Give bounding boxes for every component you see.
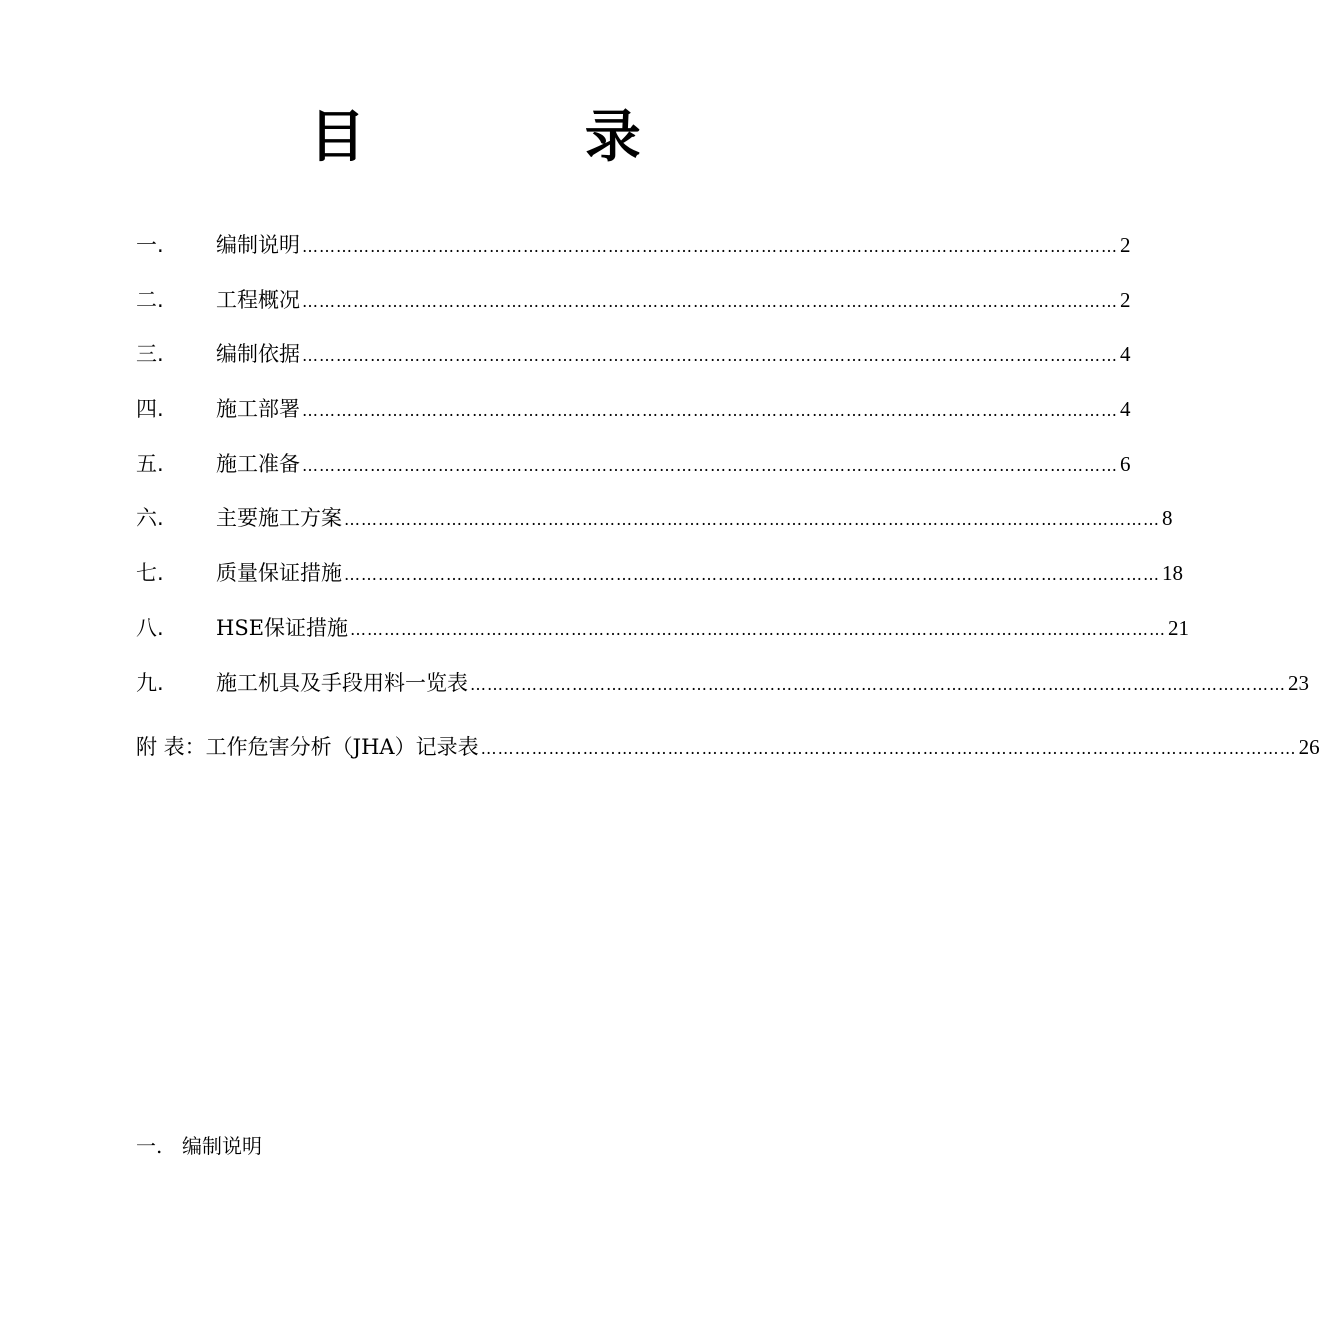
toc-entry[interactable]: [136, 283, 1131, 338]
toc-entry-label: 施工机具及手段用料一览表: [216, 670, 468, 695]
toc-entry[interactable]: [136, 228, 1131, 283]
toc-entry-number: 六.: [136, 506, 164, 531]
toc-entry-page: 2: [1120, 287, 1131, 312]
toc-leader-dots: ………………………………………………………………………………………………………………………………: [302, 237, 1118, 256]
toc-entry[interactable]: [136, 611, 1190, 666]
toc-entry-label: HSE保证措施: [216, 615, 349, 640]
toc-entry-page: 23: [1288, 670, 1309, 695]
toc-entry[interactable]: [136, 447, 1131, 502]
toc-entry-label: 质量保证措施: [216, 561, 342, 586]
section-heading: [136, 1130, 262, 1162]
toc-entry-label: 施工部署: [216, 397, 300, 422]
toc-entry-page: 4: [1120, 397, 1131, 422]
toc-leader-dots: ………………………………………………………………………………………………………………………………: [302, 291, 1118, 311]
toc-appendix-page: 26: [1298, 735, 1320, 760]
toc-entry-number: 三.: [136, 342, 164, 367]
toc-leader-dots: ………………………………………………………………………………………………………………………………: [350, 619, 1167, 639]
toc-entry-page: 18: [1162, 561, 1183, 586]
toc-entry-page: 6: [1120, 451, 1131, 476]
toc-entry-number: 四.: [136, 397, 164, 422]
toc-entry-page: 4: [1120, 342, 1131, 367]
toc-leader-dots: ………………………………………………………………………………………………………………………………: [302, 455, 1118, 475]
toc-entry-label: 工程概况: [216, 287, 300, 312]
toc-entry-label: 编制依据: [216, 342, 300, 367]
toc-entry-page: 21: [1168, 615, 1190, 640]
toc-appendix-label: 附 表：工作危害分析（JHA）记录表: [136, 735, 479, 760]
toc-entry-number: 二.: [136, 287, 164, 312]
toc-entry[interactable]: [136, 501, 1173, 556]
toc-entry[interactable]: [136, 337, 1131, 392]
toc-entry-number: 五.: [136, 451, 164, 476]
toc-entry-number: 七.: [136, 561, 164, 586]
toc-entry-label: 主要施工方案: [216, 506, 342, 531]
toc-leader-dots: ………………………………………………………………………………………………………………………………: [302, 401, 1118, 421]
toc-entry-number: 八.: [136, 615, 164, 640]
toc-entry-number: 九.: [136, 670, 164, 695]
toc-leader-dots: ………………………………………………………………………………………………………………………………: [302, 346, 1118, 366]
page-title: 目 录: [309, 105, 741, 170]
toc-leader-dots: ………………………………………………………………………………………………………………………………: [344, 565, 1160, 585]
toc-entry[interactable]: [136, 666, 1309, 721]
toc-leader-dots: ………………………………………………………………………………………………………………………………: [480, 739, 1297, 759]
toc-leader-dots: ………………………………………………………………………………………………………………………………: [344, 510, 1160, 530]
toc-appendix-entry[interactable]: [136, 730, 1320, 766]
toc-leader-dots: ………………………………………………………………………………………………………………………………: [470, 674, 1286, 694]
toc-entry[interactable]: [136, 392, 1131, 447]
section-title: 编制说明: [182, 1134, 262, 1158]
toc-entry-page: 2: [1120, 233, 1131, 257]
table-of-contents: [136, 228, 1320, 766]
toc-entry-label: 施工准备: [216, 451, 300, 476]
toc-entry-label: 编制说明: [216, 233, 300, 257]
toc-entry-page: 8: [1162, 506, 1173, 531]
section-number: 一.: [136, 1134, 163, 1158]
toc-entry[interactable]: [136, 556, 1183, 611]
toc-entry-number: 一.: [136, 233, 164, 257]
